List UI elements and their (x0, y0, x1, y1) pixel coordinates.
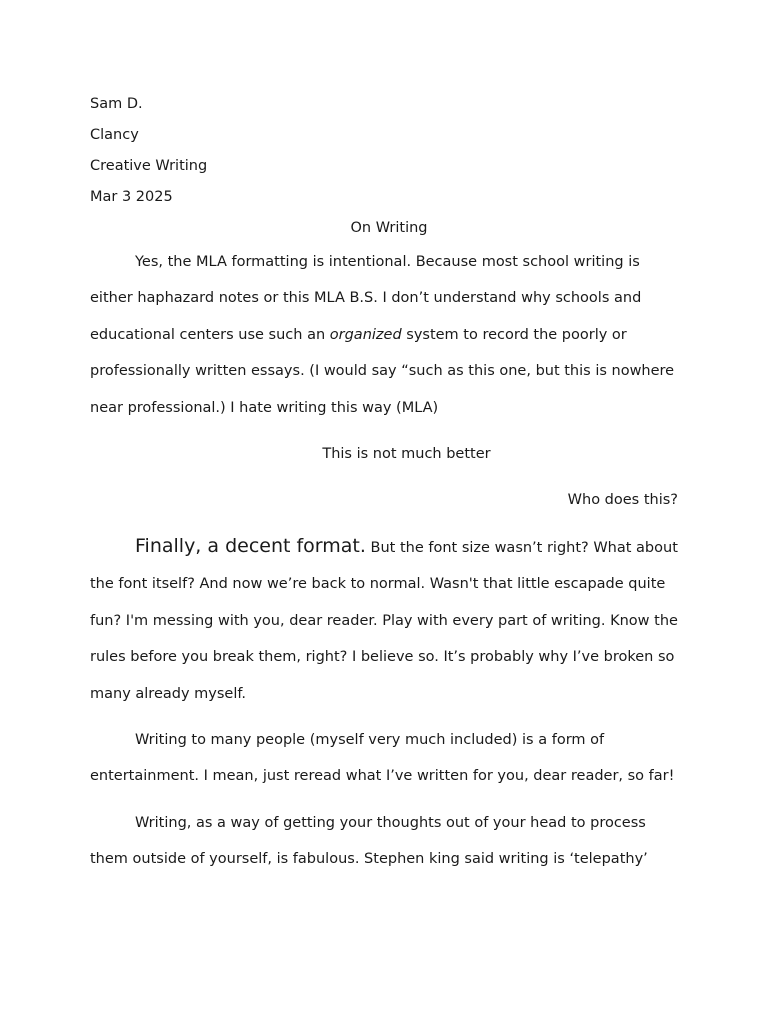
document-body (90, 89, 678, 878)
paragraph-2-large-text: Finally, a decent format. (135, 535, 366, 558)
teacher-name: Clancy (90, 127, 139, 143)
right-aligned-line: Who does this? (567, 492, 678, 509)
centered-line: This is not much better (322, 446, 491, 463)
student-name: Sam D. (90, 96, 143, 112)
essay-title: On Writing (350, 220, 428, 236)
paragraph-1-text-b: system to record the poorly or professionally written essays. (I would say “such as this one, but this is nowhere near professional.) I hate writing this way (MLA) (90, 326, 675, 416)
paragraph-2-text: But the font size wasn’t right? What about the font itself? And now we’re back to normal. Wasn't that little escapade quite fun? I'm messing with you, dear reader. Play with every part of writing. Know the rules before you break them, right? I believe so. It’s probably why I’ve broken so many already myself. (90, 540, 678, 702)
paragraph-4: Writing, as a way of getting your thoughts out of your head to process them outside of yourself, is fabulous. Stephen king said writing is ‘telepathy’ (90, 814, 648, 868)
paragraph-1-italic: organized (329, 326, 402, 343)
course-name: Creative Writing (90, 158, 208, 174)
paragraph-1-text-a: Yes, the MLA formatting is intentional. Because most school writing is either haphazard notes or this MLA B.S. I don’t understand why schools and educational centers use such an (90, 254, 642, 343)
paragraph-1 (90, 244, 678, 426)
paragraph-2 (90, 528, 678, 712)
date: Mar 3 2025 (90, 189, 173, 205)
paragraph-3: Writing to many people (myself very much included) is a form of entertainment. I mean, just reread what I’ve written for you, dear reader, so far! (90, 732, 675, 785)
